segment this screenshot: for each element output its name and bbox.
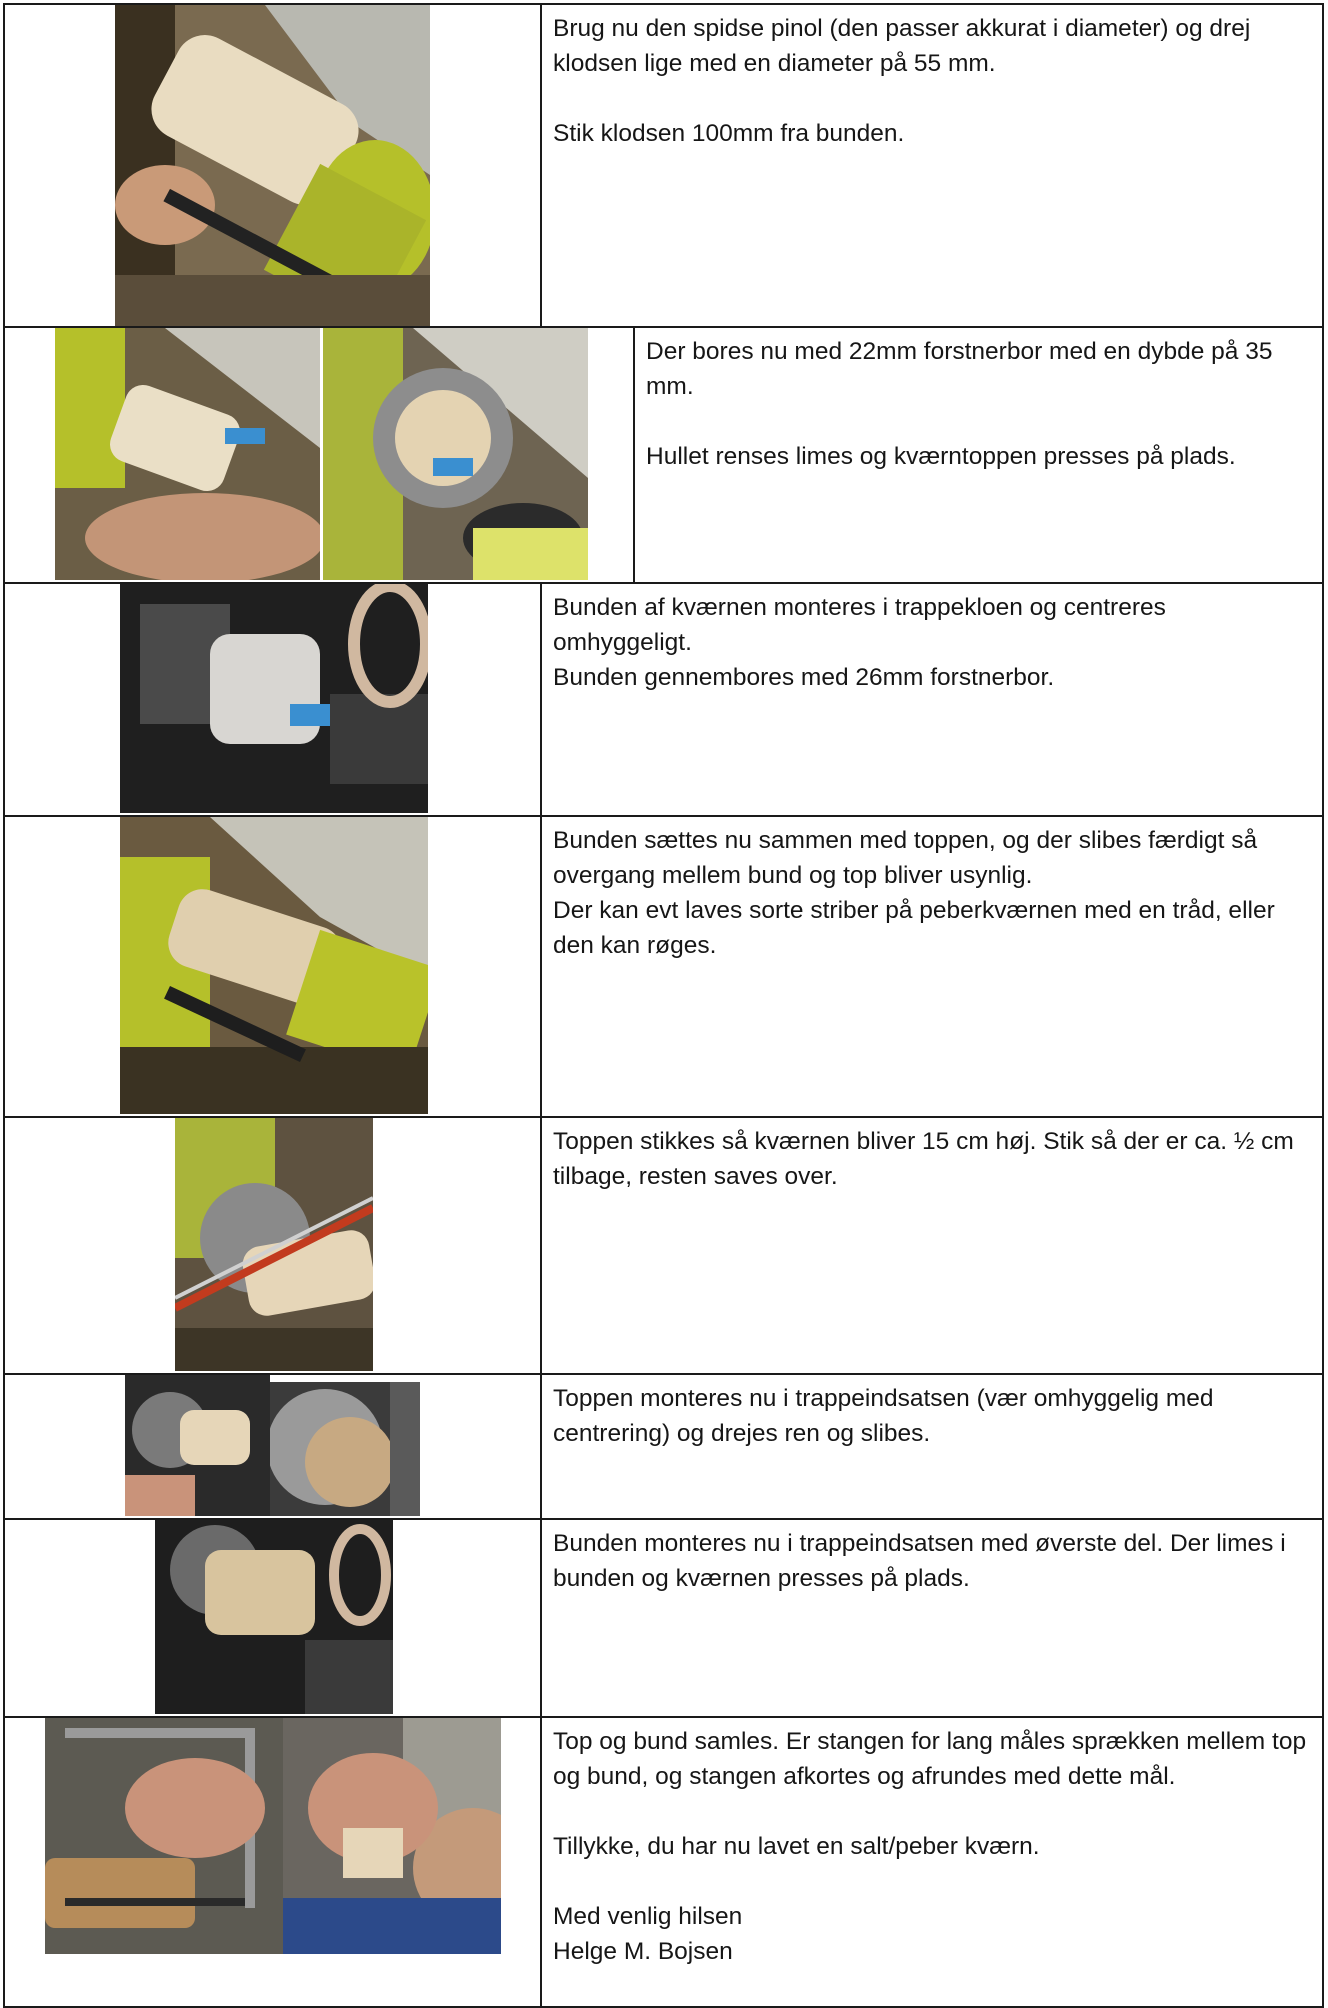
lathe-turning-blank-photo xyxy=(115,5,430,326)
step-8-paragraph-3: Med venlig hilsen xyxy=(553,1903,743,1930)
step-6-text xyxy=(540,1375,1322,1518)
step-3-text xyxy=(540,584,1322,815)
lathe-sawing-photo xyxy=(175,1118,373,1371)
step-4-text xyxy=(540,817,1322,1116)
step-row-4 xyxy=(3,817,1324,1118)
step-3-paragraph-1: Bunden af kværnen monteres i trappekloen og centreres omhyggeligt. xyxy=(553,594,1166,656)
step-4-image-cell xyxy=(5,817,542,1116)
step-7-paragraph-1: Bunden monteres nu i trappeindsatsen med øverste del. Der limes i bunden og kværnen presses på plads. xyxy=(553,1530,1286,1592)
lathe-sanding-photo xyxy=(120,817,428,1114)
step-5-image-cell xyxy=(5,1118,542,1373)
step-3-image-cell xyxy=(5,584,542,815)
lathe-drill-chuck-photo xyxy=(120,584,428,813)
step-5-paragraph-1: Toppen stikkes så kværnen bliver 15 cm høj. Stik så der er ca. ½ cm tilbage, resten saves over. xyxy=(553,1128,1294,1190)
step-row-6 xyxy=(3,1375,1324,1520)
step-8-image-cell xyxy=(5,1718,542,2006)
hacksaw-rod-photo xyxy=(45,1718,285,1954)
step-row-5 xyxy=(3,1118,1324,1375)
step-8-text xyxy=(540,1718,1322,2006)
step-7-text xyxy=(540,1520,1322,1716)
step-6-image-cell xyxy=(5,1375,542,1518)
step-row-3 xyxy=(3,584,1324,817)
step-1-image-cell xyxy=(5,5,542,326)
step-row-2 xyxy=(3,328,1324,584)
step-2-paragraph-2: Hullet renses limes og kværntoppen presses på plads. xyxy=(646,443,1236,470)
step-2-paragraph-1: Der bores nu med 22mm forstnerbor med en dybde på 35 mm. xyxy=(646,338,1273,400)
step-4-paragraph-1: Bunden sættes nu sammen med toppen, og der slibes færdigt så overgang mellem bund og top bliver usynlig. xyxy=(553,827,1258,889)
top-in-chuck-photo xyxy=(125,1375,270,1516)
lathe-drilling-photo xyxy=(55,328,320,580)
step-4-paragraph-2: Der kan evt laves sorte striber på peberkværnen med en tråd, eller den kan røges. xyxy=(553,897,1275,959)
top-face-photo xyxy=(270,1382,420,1516)
step-8-paragraph-1: Top og bund samles. Er stangen for lang måles sprækken mellem top og bund, og stangen afkortes og afrundes med dette mål. xyxy=(553,1728,1307,1790)
step-1-paragraph-2: Stik klodsen 100mm fra bunden. xyxy=(553,120,905,147)
step-6-paragraph-1: Toppen monteres nu i trappeindsatsen (vær omhyggelig med centrering) og drejes ren og slibes. xyxy=(553,1385,1214,1447)
step-row-7 xyxy=(3,1520,1324,1718)
step-1-text xyxy=(540,5,1322,326)
lathe-chuck-drill-photo xyxy=(323,328,588,580)
step-7-image-cell xyxy=(5,1520,542,1716)
step-8-paragraph-4: Helge M. Bojsen xyxy=(553,1938,733,1965)
bottom-press-fit-photo xyxy=(155,1520,393,1714)
step-row-8 xyxy=(3,1718,1324,2008)
step-row-1 xyxy=(3,3,1324,328)
step-2-image-cell xyxy=(5,328,635,582)
step-5-text xyxy=(540,1118,1322,1373)
disc-sander-photo xyxy=(283,1718,501,1954)
step-3-paragraph-2: Bunden gennembores med 26mm forstnerbor. xyxy=(553,664,1055,691)
step-2-text xyxy=(633,328,1322,582)
step-1-paragraph-1: Brug nu den spidse pinol (den passer akkurat i diameter) og drej klodsen lige med en diameter på 55 mm. xyxy=(553,15,1251,77)
step-8-paragraph-2: Tillykke, du har nu lavet en salt/peber kværn. xyxy=(553,1833,1040,1860)
